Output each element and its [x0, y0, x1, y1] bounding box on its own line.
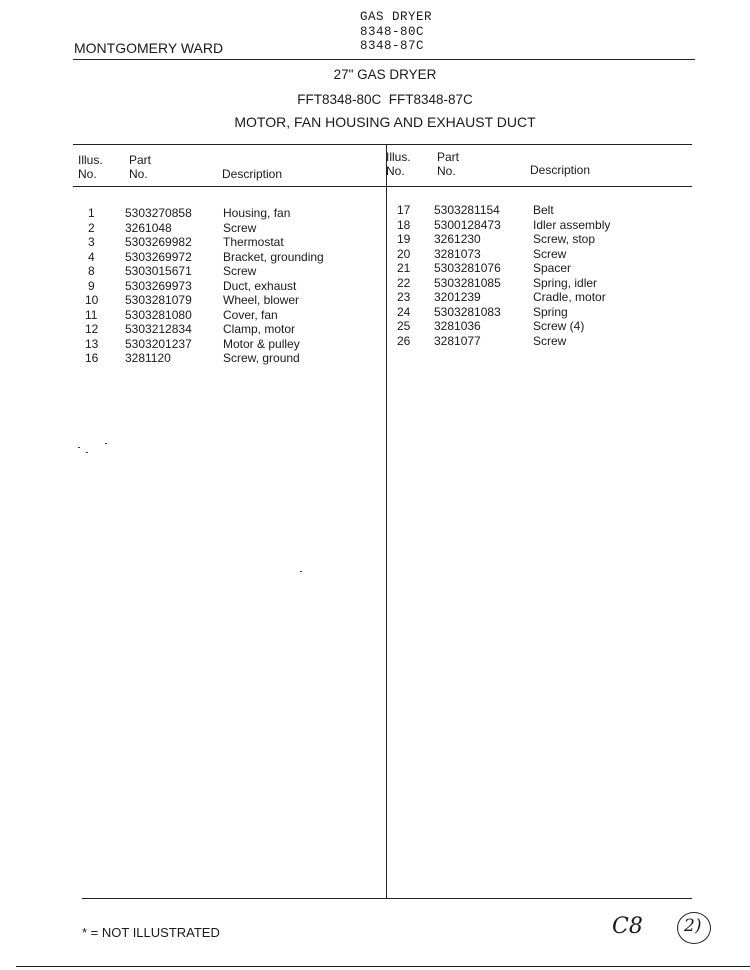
part-number: 5303269982 — [125, 235, 192, 249]
illus-number: 8 — [88, 264, 95, 278]
illus-number: 22 — [397, 275, 411, 290]
part-description: Spring, idler — [533, 275, 598, 290]
part-description: Screw (4) — [533, 319, 585, 333]
illus-number: 13 — [85, 336, 99, 351]
model-numbers-title: FFT8348-80C FFT8348-87C — [297, 92, 473, 107]
part-number: 5303281080 — [125, 307, 192, 322]
part-number: 5303270858 — [125, 206, 192, 220]
part-number: 5303015671 — [125, 264, 192, 278]
right-parts-list — [386, 203, 750, 363]
part-number: 5303281154 — [434, 203, 500, 217]
header-rule — [73, 59, 695, 60]
brand-name: MONTGOMERY WARD — [74, 40, 224, 56]
part-number: 3261230 — [434, 232, 481, 246]
part-number: 5303281079 — [125, 293, 192, 307]
part-description: Screw — [533, 246, 567, 261]
illus-number: 11 — [85, 307, 98, 322]
illus-number: 1 — [88, 206, 95, 220]
part-number: 5303281076 — [434, 261, 501, 275]
illus-number: 4 — [88, 249, 95, 264]
illus-number: 23 — [397, 290, 411, 304]
part-description: Wheel, blower — [223, 293, 300, 307]
illus-number: 2 — [88, 220, 95, 235]
table-bottom-rule — [82, 898, 692, 899]
part-description: Belt — [533, 203, 554, 217]
part-number: 3281077 — [434, 333, 481, 348]
section-title: MOTOR, FAN HOUSING AND EXHAUST DUCT — [234, 114, 536, 130]
model-line: 8348-80C — [360, 24, 425, 39]
circled-page-mark — [677, 912, 711, 944]
scan-speck — [78, 447, 80, 448]
part-header-line: No. — [437, 164, 456, 178]
part-number: 3281036 — [434, 319, 481, 333]
part-number: 3201239 — [434, 290, 481, 304]
part-description: Screw — [223, 264, 257, 278]
part-description: Cradle, motor — [533, 290, 606, 304]
part-number: 5303281085 — [434, 275, 501, 290]
model-header — [360, 10, 432, 54]
part-number: 5303212834 — [125, 322, 192, 336]
part-description: Duct, exhaust — [223, 278, 297, 293]
illus-number: 17 — [397, 203, 411, 217]
illus-number: 10 — [85, 293, 99, 307]
right-part-header — [437, 150, 459, 178]
model-line: 8348-87C — [360, 39, 425, 53]
left-description-header: Description — [222, 167, 283, 181]
illus-number: 9 — [88, 278, 95, 293]
illus-number: 18 — [397, 217, 411, 232]
left-parts-list — [0, 206, 386, 376]
circled-mark-text: 2) — [684, 916, 702, 936]
right-description-header: Description — [530, 163, 591, 177]
part-description: Screw — [533, 333, 567, 348]
table-top-rule — [73, 144, 692, 145]
part-description: Motor & pulley — [223, 336, 300, 351]
part-description: Screw, ground — [223, 351, 300, 365]
handwritten-note: C8 — [612, 914, 643, 939]
dryer-size-title: 27" GAS DRYER — [333, 67, 437, 82]
part-description: Clamp, motor — [223, 322, 296, 336]
scan-speck — [105, 443, 107, 444]
part-number: 5300128473 — [434, 217, 501, 232]
scan-speck — [86, 452, 88, 453]
page-bottom-rule — [16, 966, 750, 967]
part-number: 5303281083 — [434, 304, 501, 319]
part-number: 3261048 — [125, 220, 172, 235]
illus-header-line: Illus. — [78, 153, 103, 167]
illus-header-line: Illus. — [386, 150, 411, 164]
illus-number: 21 — [397, 261, 411, 275]
part-number: 3281073 — [434, 246, 481, 261]
part-header-line: Part — [437, 150, 460, 164]
illus-number: 16 — [85, 351, 99, 365]
part-number: 5303269972 — [125, 249, 192, 264]
part-header-line: No. — [129, 167, 148, 181]
part-description: Housing, fan — [223, 206, 291, 220]
illus-number: 26 — [397, 333, 411, 348]
part-description: Idler assembly — [533, 217, 611, 232]
illus-number: 20 — [397, 246, 411, 261]
illus-number: 3 — [88, 235, 95, 249]
part-number: 3281120 — [125, 351, 171, 365]
illus-header-line: No. — [78, 167, 97, 181]
part-description: Spring — [533, 304, 568, 319]
left-part-header — [129, 153, 151, 181]
part-description: Spacer — [533, 261, 572, 275]
part-description: Cover, fan — [223, 307, 278, 322]
scan-speck — [300, 571, 302, 572]
model-line: GAS DRYER — [360, 10, 433, 24]
footnote: * = NOT ILLUSTRATED — [82, 925, 220, 940]
illus-number: 24 — [397, 304, 411, 319]
part-description: Bracket, grounding — [223, 249, 324, 264]
part-number: 5303201237 — [125, 336, 192, 351]
illus-header-line: No. — [386, 164, 405, 178]
illus-number: 12 — [85, 322, 99, 336]
part-header-line: Part — [129, 153, 152, 167]
part-description: Screw, stop — [533, 232, 596, 246]
illus-number: 19 — [397, 232, 411, 246]
right-illus-header — [386, 150, 411, 178]
illus-number: 25 — [397, 319, 411, 333]
table-header-rule — [73, 186, 692, 187]
part-number: 5303269973 — [125, 278, 192, 293]
part-description: Thermostat — [223, 235, 284, 249]
part-description: Screw — [223, 220, 257, 235]
left-illus-header — [78, 153, 103, 181]
